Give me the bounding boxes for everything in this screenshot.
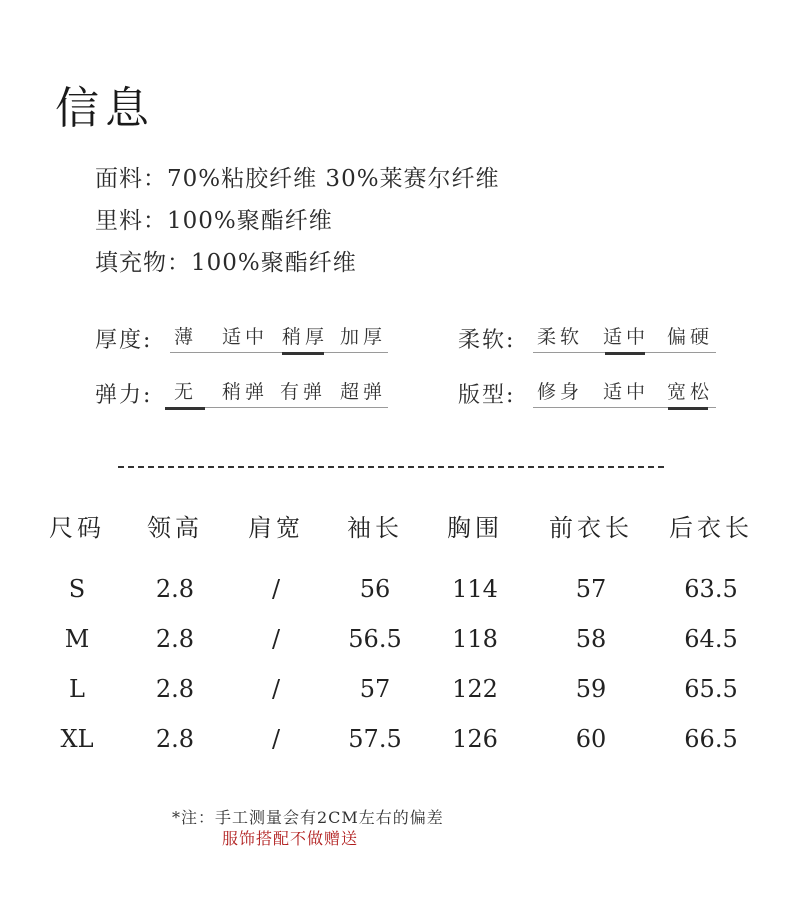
softness-option-medium: 适中 [603, 326, 650, 348]
size-cell: 118 [452, 625, 498, 653]
size-table-header: 前衣长 [549, 514, 633, 542]
accessory-note: 服饰搭配不做赠送 [222, 829, 359, 848]
fit-options [533, 377, 716, 408]
elasticity-options [170, 377, 388, 408]
size-table-header: 后衣长 [669, 514, 753, 542]
thickness-option-slightly-thick: 稍厚 [282, 326, 329, 348]
thickness-label: 厚度: [95, 328, 153, 353]
size-cell: XL [60, 725, 94, 753]
size-cell: S [68, 575, 86, 603]
size-cell: 58 [575, 625, 607, 653]
fit-option-slim: 修身 [537, 381, 584, 403]
thickness-option-thin: 薄 [174, 326, 198, 348]
material-fabric: 面料：70%粘胶纤维 30%莱赛尔纤维 [95, 166, 500, 192]
softness-option-hard: 偏硬 [667, 326, 714, 348]
measurement-note: *注：手工测量会有2CM左右的偏差 [172, 808, 444, 827]
size-cell: 122 [452, 675, 498, 703]
size-cell: 56.5 [348, 625, 402, 653]
size-table-header: 尺码 [49, 514, 105, 542]
elasticity-option-slight: 稍弹 [222, 381, 269, 403]
size-cell: 59 [575, 675, 607, 703]
size-cell: 2.8 [155, 675, 195, 703]
size-cell: 57.5 [348, 725, 402, 753]
section-divider [118, 466, 664, 468]
thickness-option-medium: 适中 [222, 326, 269, 348]
fit-option-medium: 适中 [603, 381, 650, 403]
material-filling: 填充物：100%聚酯纤维 [95, 250, 357, 276]
size-cell: 126 [452, 725, 498, 753]
size-cell: 2.8 [155, 625, 195, 653]
size-cell: 114 [452, 575, 498, 603]
size-cell: / [271, 575, 281, 603]
softness-option-soft: 柔软 [537, 326, 584, 348]
size-cell: 63.5 [684, 575, 738, 603]
size-cell: 57 [359, 675, 391, 703]
elasticity-option-none: 无 [174, 381, 198, 403]
size-table-header: 胸围 [447, 514, 503, 542]
size-cell: L [69, 675, 85, 703]
size-table-header: 袖长 [347, 514, 403, 542]
size-cell: 2.8 [155, 725, 195, 753]
elasticity-option-elastic: 有弹 [280, 381, 327, 403]
thickness-selected-marker [282, 352, 324, 355]
size-cell: 57 [575, 575, 607, 603]
softness-label: 柔软: [458, 328, 516, 353]
elasticity-selected-marker [165, 407, 205, 410]
elasticity-option-super: 超弹 [340, 381, 387, 403]
thickness-option-thick: 加厚 [340, 326, 387, 348]
page-title: 信息 [55, 83, 155, 134]
fit-option-loose: 宽松 [667, 381, 714, 403]
elasticity-label: 弹力: [95, 383, 153, 408]
size-table-header: 领高 [147, 514, 203, 542]
size-cell: / [271, 725, 281, 753]
size-cell: 2.8 [155, 575, 195, 603]
fit-label: 版型: [458, 383, 516, 408]
material-lining: 里料：100%聚酯纤维 [95, 208, 333, 234]
size-cell: 65.5 [684, 675, 738, 703]
size-cell: / [271, 675, 281, 703]
size-table-header: 肩宽 [248, 514, 304, 542]
softness-options [533, 322, 716, 353]
size-cell: 56 [359, 575, 391, 603]
size-cell: M [64, 625, 90, 653]
size-cell: / [271, 625, 281, 653]
fit-selected-marker [668, 407, 708, 410]
softness-selected-marker [605, 352, 645, 355]
size-cell: 60 [575, 725, 607, 753]
size-cell: 64.5 [684, 625, 738, 653]
size-cell: 66.5 [684, 725, 738, 753]
thickness-options [170, 322, 388, 353]
